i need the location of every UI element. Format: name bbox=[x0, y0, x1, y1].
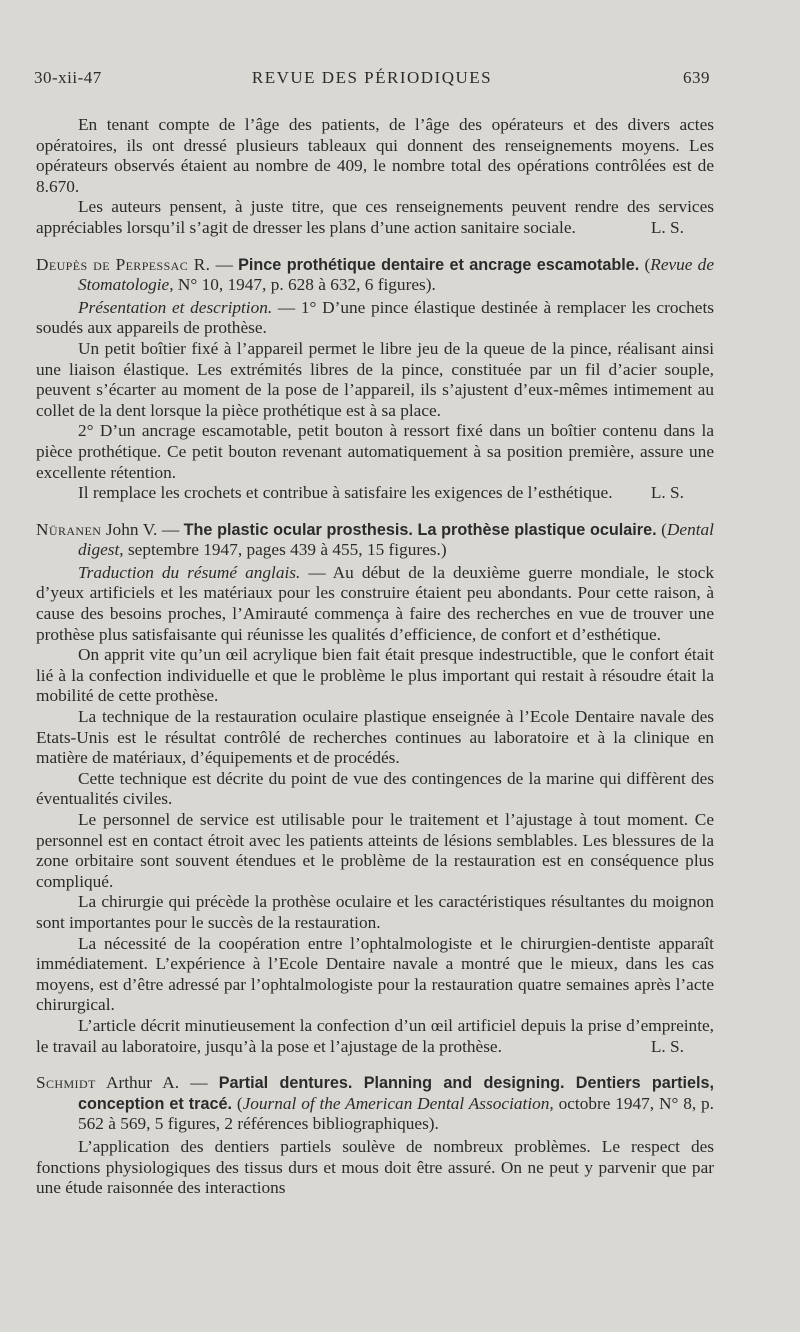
entry2-paragraph-3: La technique de la restauration oculaire plastique enseignée à l’Ecole Dentaire navale des Etats-Unis est le résultat contrôlé de recherches continues au laboratoire et à la clinique en matière de matériaux, d’équipements et de procédés. bbox=[36, 707, 714, 768]
entry1-paragraph-1 bbox=[36, 298, 714, 339]
entry2-paragraph-1-text: — Au début de la deuxième guerre mondiale, le stock d’yeux artificiels et les matériaux pour les construire étaient peu abondants. Pour cette raison, à cause des besoins proches, l’Amirauté commença à faire des recherches en vue de trouver une prothèse plus satisfaisante qui réunisse les qualités d’efficience, de confort et d’esthétique. bbox=[36, 562, 714, 644]
entry2-paragraph-4: Cette technique est décrite du point de vue des contingences de la marine qui diffèrent des éventualités civiles. bbox=[36, 768, 714, 809]
entry-journal: Revue de Stomatologie, bbox=[78, 254, 714, 295]
entry-title: Partial dentures. Planning and designing. Dentiers partiels, conception et tracé. bbox=[78, 1074, 714, 1113]
entry2-paragraph-5: Le personnel de service est utilisable pour le traitement et l’ajustage à tout moment. Ce personnel est en contact étroit avec les patients atteints de lésions semblables. Les blessures de la zone orbitaire sont souvent étendues et le problème de la restauration est en conséquence plus compliqué. bbox=[36, 810, 714, 891]
intro-paragraph-1: En tenant compte de l’âge des patients, de l’âge des opérateurs et des divers actes opératoires, ils ont dressé plusieurs tableaux qui donnent des renseignements moyens. Les opérateurs observés étaient au nombre de 409, le nombre total des opérations contrôlées est de 8.670. bbox=[36, 115, 714, 196]
article-body bbox=[36, 115, 714, 1199]
review-entry-schmidt: Schmidt Arthur A. — Partial dentures. Planning and designing. Dentiers partiels, conception et tracé. (Journal of the American Dental Association, octobre 1947, N° 8, p. 562 à 569, 5 figures, 2 références bibliographiques). bbox=[36, 1073, 714, 1134]
entry-journal: Journal of the American Dental Association, bbox=[242, 1093, 554, 1113]
entry1-paragraph-4: Il remplace les crochets et contribue à satisfaire les exigences de l’esthétique. bbox=[78, 483, 613, 503]
entry-title: The plastic ocular prosthesis. La prothèse plastique oculaire. bbox=[183, 520, 657, 539]
page-number: 639 bbox=[683, 68, 710, 87]
entry2-paragraph-1 bbox=[36, 563, 714, 645]
entry2-paragraph-2: On apprit vite qu’un œil acrylique bien fait était presque indestructible, que le confort était lié à la confection individuelle et que le problème le plus important qui restait à résoudre était la mobilité de cette prothèse. bbox=[36, 645, 714, 706]
entry2-lead: Traduction du résumé anglais. bbox=[78, 562, 301, 582]
entry-dash: — bbox=[215, 254, 233, 274]
entry-title: Pince prothétique dentaire et ancrage escamotable. bbox=[238, 255, 640, 274]
entry-author-first: Arthur A. bbox=[105, 1073, 180, 1093]
entry-author: Deupès de Perpessac R. bbox=[36, 254, 211, 274]
entry1-paragraph-2: Un petit boîtier fixé à l’appareil permet le libre jeu de la queue de la pince, réalisant ainsi une liaison élastique. Les extrémités libres de la pince, constituée par un fil d’acier souple, peuvent s’écarter au moment de la pose de l’appareil, ils s’ajustent d’eux-mêmes intimement au collet de la dent lorsque la pièce prothétique est à sa place. bbox=[36, 338, 714, 420]
issue-date: 30-xii-47 bbox=[34, 68, 102, 87]
entry-dash: — bbox=[161, 519, 180, 539]
journal-section-title: REVUE DES PÉRIODIQUES bbox=[251, 68, 493, 87]
entry1-paragraph-3: 2° D’un ancrage escamotable, petit bouton à ressort fixé dans un boîtier contenu dans la pièce prothétique. Ce petit bouton revenant automatiquement à sa position première, assure une excellente rétention. bbox=[36, 421, 714, 482]
entry-author: Schmidt bbox=[36, 1073, 96, 1093]
entry-citation: septembre 1947, pages 439 à 455, 15 figures.) bbox=[127, 540, 447, 560]
entry-citation: N° 10, 1947, p. 628 à 632, 6 figures). bbox=[177, 275, 436, 295]
intro-paragraph-2-text: Les auteurs pensent, à juste titre, que ces renseignements peuvent rendre des services appréciables lorsqu’il s’agit de dresser les plans d’une action sanitaire sociale. bbox=[36, 197, 714, 237]
review-entry-nuranen: Nüranen John V. — The plastic ocular prosthesis. La prothèse plastique oculaire. (Dental digest, septembre 1947, pages 439 à 455, 15 figures.) bbox=[36, 519, 714, 560]
entry1-signature: L. S. bbox=[650, 483, 684, 503]
entry3-paragraph-1: L’application des dentiers partiels soulève de nombreux problèmes. Le respect des fonctions physiologiques des tissus durs et mous doit être assuré. On ne peut y parvenir que par une étude raisonnée des interactions bbox=[36, 1136, 714, 1198]
entry2-paragraph-7: La nécessité de la coopération entre l’ophtalmologiste et le chirurgien-dentiste apparaît immédiatement. L’expérience à l’Ecole Dentaire navale a montré que le mieux, dans les cas moyens, est d’être adressé par l’ophtalmologiste pour la restauration quatre semaines après l’acte chirurgical. bbox=[36, 933, 714, 1015]
entry-citation: octobre 1947, N° 8, p. 562 à 569, 5 figures, 2 références bibliographiques). bbox=[78, 1093, 714, 1134]
entry-dash: — bbox=[190, 1073, 208, 1093]
entry-author: Nüranen bbox=[36, 519, 102, 539]
entry2-paragraph-6: La chirurgie qui précède la prothèse oculaire et les caractéristiques résultantes du moignon sont importantes pour le succès de la restauration. bbox=[36, 892, 714, 932]
review-entry-deupes: Deupès de Perpessac R. — Pince prothétique dentaire et ancrage escamotable. (Revue de Stomatologie, N° 10, 1947, p. 628 à 632, 6 figures). bbox=[36, 254, 714, 295]
entry1-paragraph-1-text: — 1° D’une pince élastique destinée à remplacer les crochets soudés aux appareils de prothèse. bbox=[36, 297, 714, 338]
entry1-lead: Présentation et description. bbox=[78, 297, 273, 317]
entry2-paragraph-8: L’article décrit minutieusement la confection d’un œil artificiel depuis la prise d’empreinte, le travail au laboratoire, jusqu’à la pose et l’ajustage de la prothèse. bbox=[36, 1015, 714, 1056]
intro-signature: L. S. bbox=[650, 217, 684, 237]
entry2-signature: L. S. bbox=[650, 1036, 684, 1056]
entry-author-first: John V. bbox=[105, 519, 158, 539]
entry-journal: Dental digest, bbox=[78, 519, 714, 560]
